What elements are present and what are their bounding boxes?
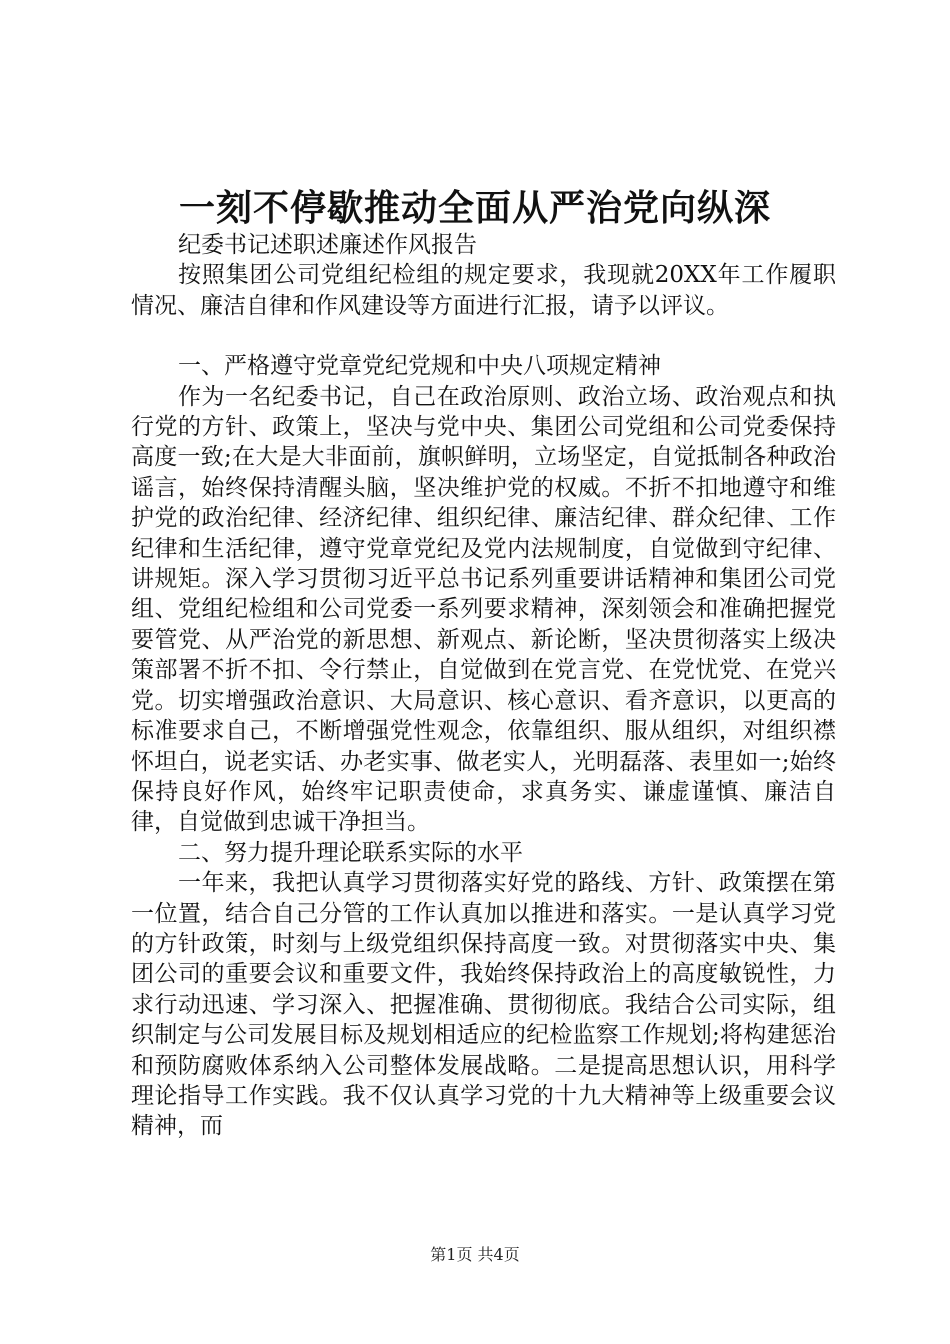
section1-paragraph: 作为一名纪委书记，自己在政治原则、政治立场、政治观点和执行党的方针、政策上，坚决与党中央、集团公司党组和公司党委保持高度一致;在大是大非面前，旗帜鲜明，立场坚定，自觉抵制各种政治谣言，始终保持清醒头脑，坚决维护党的权威。不折不扣地遵守和维护党的政治纪律、经济纪律、组织纪律、廉洁纪律、群众纪律、工作纪律和生活纪律，遵守党章党纪及党内法规制度，自觉做到守纪律、讲规矩。深入学习贯彻习近平总书记系列重要讲话精神和集团公司党组、党组纪检组和公司党委一系列要求精神，深刻领会和准确把握党要管党、从严治党的新思想、新观点、新论断，坚决贯彻落实上级决策部署不折不扣、令行禁止，自觉做到在党言党、在党忧党、在党兴党。切实增强政治意识、大局意识、核心意识、看齐意识，以更高的标准要求自己，不断增强党性观念，依靠组织、服从组织，对组织襟怀坦白，说老实话、办老实事、做老实人，光明磊落、表里如一;始终保持良好作风，始终牢记职责使命，求真务实、谦虚谨慎、廉洁自律，自觉做到忠诚干净担当。: [131, 383, 836, 836]
section2-heading: 二、努力提升理论联系实际的水平: [178, 839, 523, 866]
intro-paragraph: 按照集团公司党组纪检组的规定要求，我现就20XX年工作履职情况、廉洁自律和作风建设等方面进行汇报，请予以评议。: [131, 262, 836, 319]
report-subtitle: 纪委书记述职述廉述作风报告: [178, 232, 477, 258]
document-title: 一刻不停歇推动全面从严治党向纵深: [178, 187, 771, 229]
page-footer: 第1页 共4页: [430, 1245, 520, 1264]
document-body: [131, 230, 836, 1142]
section2-paragraph: 一年来，我把认真学习贯彻落实好党的路线、方针、政策摆在第一位置，结合自己分管的工作认真加以推进和落实。一是认真学习党的方针政策，时刻与上级党组织保持高度一致。对贯彻落实中央、集团公司的重要会议和重要文件，我始终保持政治上的高度敏锐性，力求行动迅速、学习深入、把握准确、贯彻彻底。我结合公司实际，组织制定与公司发展目标及规划相适应的纪检监察工作规划;将构建惩治和预防腐败体系纳入公司整体发展战略。二是提高思想认识，用科学理论指导工作实践。我不仅认真学习党的十九大精神等上级重要会议精神，而: [131, 870, 836, 1140]
section1-heading: 一、严格遵守党章党纪党规和中央八项规定精神: [178, 353, 661, 380]
